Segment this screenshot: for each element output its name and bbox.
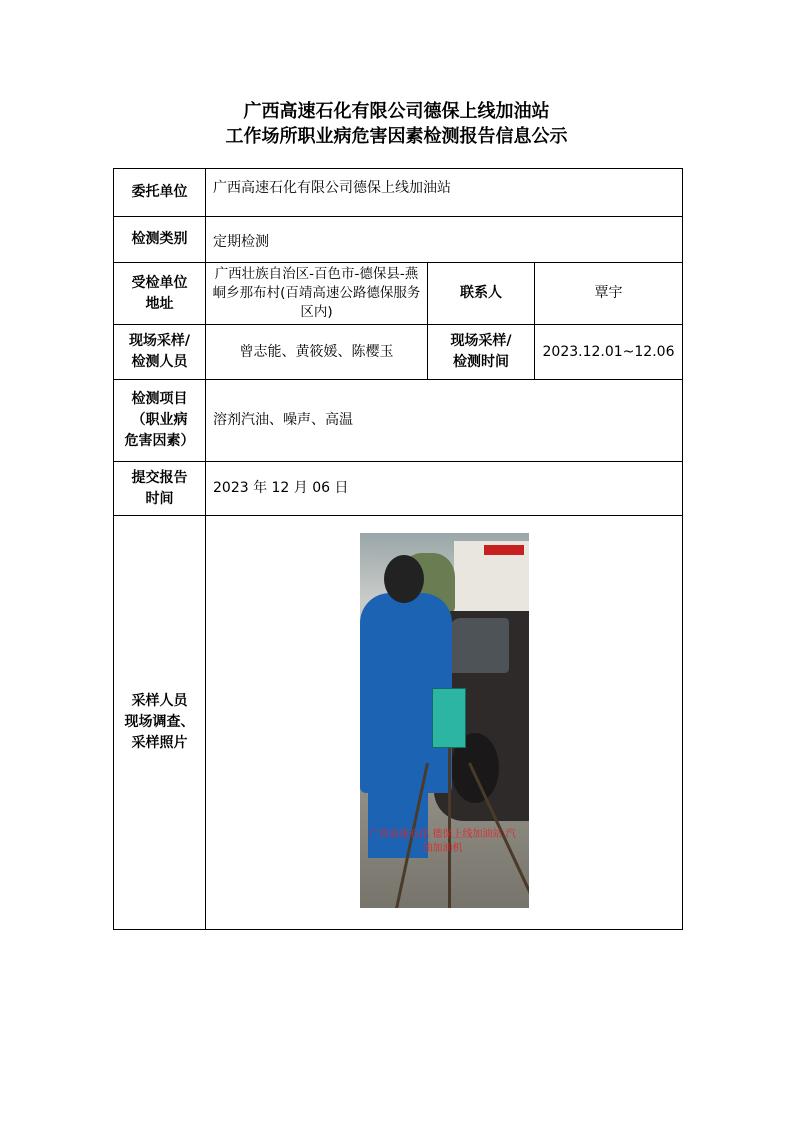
page-title-line2: 工作场所职业病危害因素检测报告信息公示 xyxy=(225,126,568,147)
photo-caption: 广西高速石化 德保上线加油站 汽油加油机 xyxy=(369,829,516,854)
photo-tripod-leg xyxy=(448,745,451,908)
page-title-line1: 广西高速石化有限公司德保上线加油站 xyxy=(243,101,550,122)
items-label: 检测项目 （职业病 危害因素） xyxy=(114,380,206,462)
info-table xyxy=(113,168,683,930)
report-label: 提交报告 时间 xyxy=(114,462,206,516)
address-value: 广西壮族自治区-百色市-德保县-燕峒乡那布村(百靖高速公路德保服务区内) xyxy=(206,263,428,325)
photo-cell xyxy=(206,516,683,930)
type-label: 检测类别 xyxy=(114,217,206,263)
items-value: 溶剂汽油、噪声、高温 xyxy=(206,380,683,462)
type-value: 定期检测 xyxy=(206,217,683,263)
client-label: 委托单位 xyxy=(114,169,206,217)
photo-label: 采样人员 现场调查、 采样照片 xyxy=(114,516,206,930)
photo-sign xyxy=(484,545,524,555)
staff-value: 曾志能、黄筱媛、陈樱玉 xyxy=(206,325,428,380)
client-value: 广西高速石化有限公司德保上线加油站 xyxy=(206,169,683,217)
time-label: 现场采样/ 检测时间 xyxy=(428,325,535,380)
staff-label: 现场采样/ 检测人员 xyxy=(114,325,206,380)
contact-value: 覃宇 xyxy=(535,263,683,325)
address-label: 受检单位 地址 xyxy=(114,263,206,325)
time-value: 2023.12.01~12.06 xyxy=(535,325,683,380)
contact-label: 联系人 xyxy=(428,263,535,325)
sampling-photo xyxy=(360,533,529,908)
photo-car-window xyxy=(449,618,509,673)
report-value: 2023 年 12 月 06 日 xyxy=(206,462,683,516)
photo-sampling-device xyxy=(432,688,466,748)
photo-person-head xyxy=(384,555,424,603)
